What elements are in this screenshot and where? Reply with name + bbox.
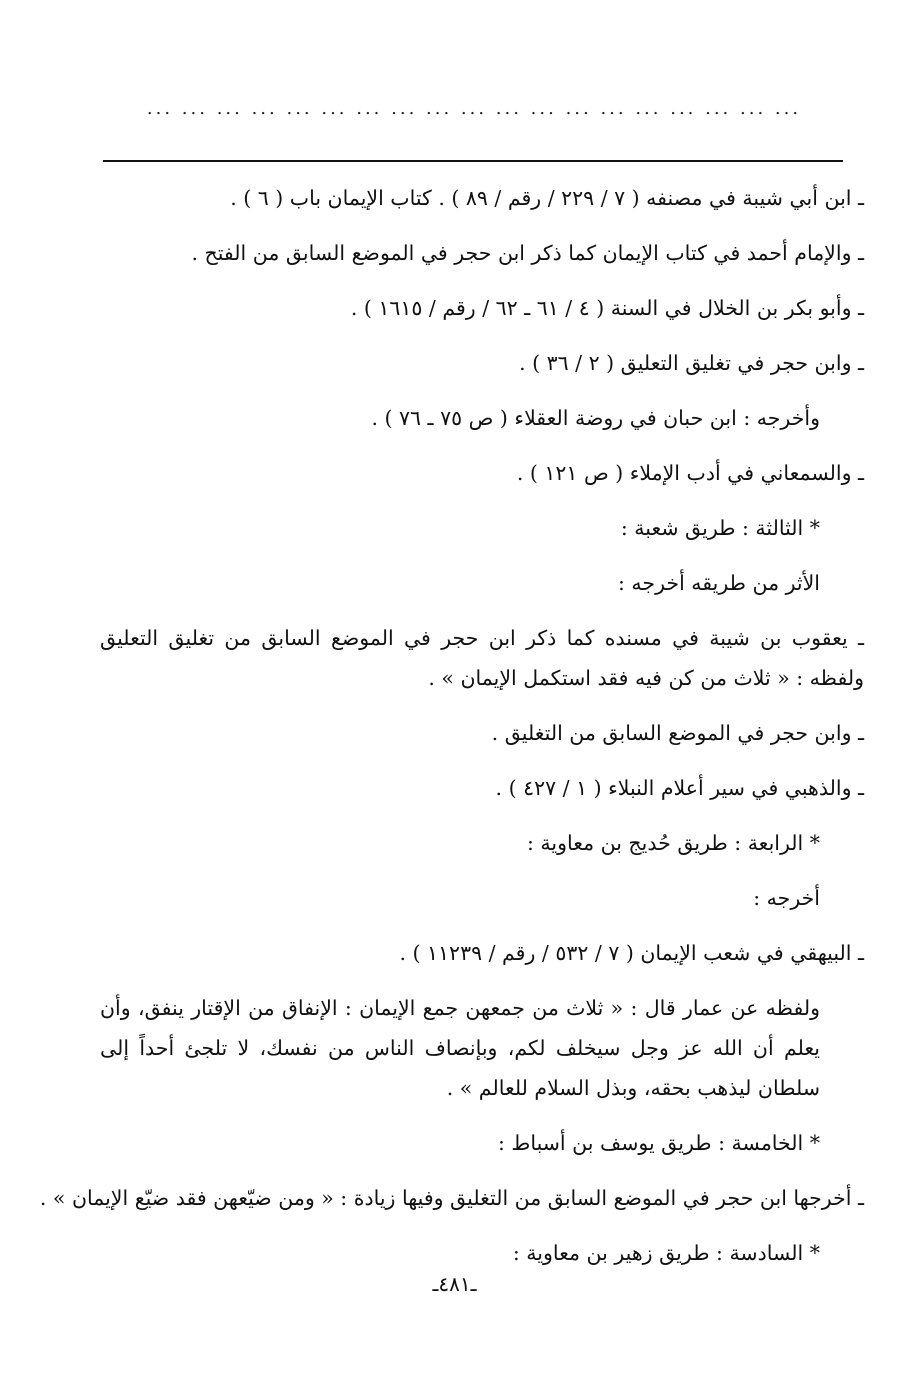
text-line: ـ والسمعاني في أدب الإملاء ( ص ١٢١ ) . [516,461,864,485]
text-line: ـ أخرجها ابن حجر في الموضع السابق من التغليق وفيها زيادة : « ومن ضيّعهن فقد ضيّع الإيمان » . [39,1186,864,1210]
text-line: وأخرجه : ابن حبان في روضة العقلاء ( ص ٧٥ ـ ٧٦ ) . [371,406,820,430]
text-line: ـ والإمام أحمد في كتاب الإيمان كما ذكر ابن حجر في الموضع السابق من الفتح . [191,241,864,265]
text-line: أخرجه : [753,886,820,910]
section-heading: * الرابعة : طريق حُديج بن معاوية : [526,831,820,855]
section-heading: * الثالثة : طريق شعبة : [620,516,820,540]
text-line: ـ وابن حجر في الموضع السابق من التغليق . [491,721,864,745]
text-line: ـ ابن أبي شيبة في مصنفه ( ٧ / ٢٢٩ / رقم / ٨٩ ) . كتاب الإيمان باب ( ٦ ) . [230,186,864,210]
body-text [39,178,864,1288]
text-line: ـ والذهبي في سير أعلام النبلاء ( ١ / ٤٢٧ ) . [495,776,864,800]
text-line: ـ البيهقي في شعب الإيمان ( ٧ / ٥٣٢ / رقم / ١١٢٣٩ ) . [399,941,864,965]
section-heading: * السادسة : طريق زهير بن معاوية : [512,1241,820,1265]
page-number: ـ٤٨١ـ [432,1272,477,1296]
text-line: الأثر من طريقه أخرجه : [618,571,820,595]
section-heading: * الخامسة : طريق يوسف بن أسباط : [497,1131,820,1155]
text-paragraph: ـ يعقوب بن شيبة في مسنده كما ذكر ابن حجر في الموضع السابق من تغليق التعليق ولفظه : « ثلاث من كن فيه فقد استكمل الإيمان » . [100,626,864,690]
header-rule [103,160,843,162]
text-line: ـ وأبو بكر بن الخلال في السنة ( ٤ / ٦١ ـ ٦٢ / رقم / ١٦١٥ ) . [350,296,864,320]
text-paragraph: ولفظه عن عمار قال : « ثلاث من جمعهن جمع الإيمان : الإنفاق من الإقتار ينفق، وأن يعلم أن الله عز وجل سيخلف لكم، وبإنصاف الناس من نفسك، لا تلجئ أحداً إلى سلطان ليذهب بحقه، وبذل السلام للعالم » . [100,996,820,1100]
header-dotted-line: ... ... ... ... ... ... ... ... ... ... ... ... ... ... ... ... ... ... ... [146,98,802,119]
text-line: ـ وابن حجر في تغليق التعليق ( ٢ / ٣٦ ) . [519,351,864,375]
